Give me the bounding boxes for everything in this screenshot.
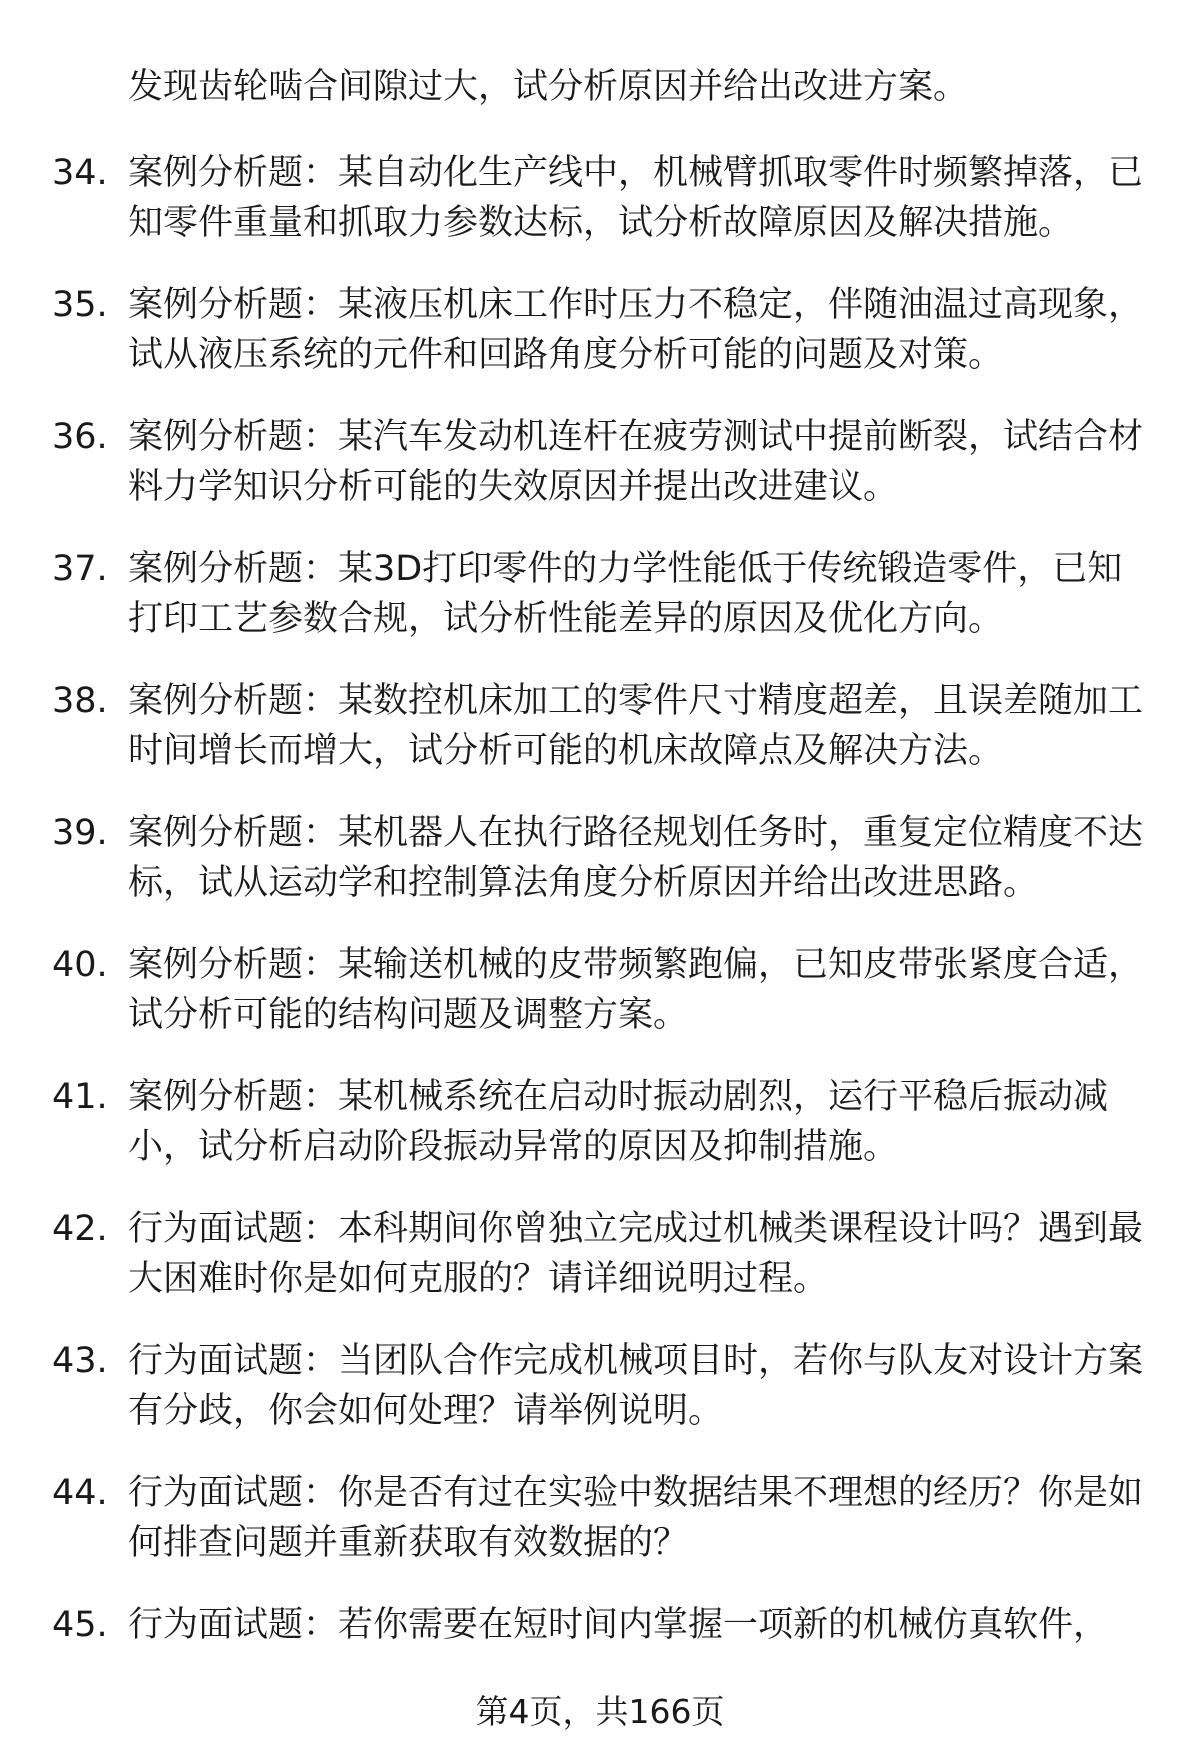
question-text: 案例分析题：某自动化生产线中，机械臂抓取零件时频繁掉落，已知零件重量和抓取力参数达标，试分析故障原因及解决措施。 [128, 153, 1144, 243]
question-text: 行为面试题：若你需要在短时间内掌握一项新的机械仿真软件， [128, 1605, 1109, 1645]
question-item [0, 280, 1200, 380]
question-number: 38. [52, 681, 108, 721]
question-number: 37. [52, 549, 108, 589]
question-item [0, 1600, 1200, 1650]
question-text: 行为面试题：当团队合作完成机械项目时，若你与队友对设计方案有分歧，你会如何处理？请举例说明。 [128, 1341, 1144, 1431]
question-number: 35. [52, 285, 108, 325]
question-item [0, 412, 1200, 512]
continuation-text: 发现齿轮啮合间隙过大，试分析原因并给出改进方案。 [128, 67, 969, 107]
question-list [0, 148, 1200, 1682]
question-item [0, 1072, 1200, 1172]
question-text: 案例分析题：某机械系统在启动时振动剧烈，运行平稳后振动减小，试分析启动阶段振动异常的原因及抑制措施。 [128, 1077, 1109, 1167]
question-text: 案例分析题：某3D打印零件的力学性能低于传统锻造零件，已知打印工艺参数合规，试分析性能差异的原因及优化方向。 [128, 549, 1123, 639]
question-number: 39. [52, 813, 108, 853]
question-text: 案例分析题：某机器人在执行路径规划任务时，重复定位精度不达标，试从运动学和控制算法角度分析原因并给出改进思路。 [128, 813, 1144, 903]
question-item [0, 544, 1200, 644]
question-number: 44. [52, 1473, 108, 1513]
question-number: 40. [52, 945, 108, 985]
question-item [0, 808, 1200, 908]
question-number: 45. [52, 1605, 108, 1645]
question-item [0, 1336, 1200, 1436]
question-number: 36. [52, 417, 108, 457]
question-text: 案例分析题：某数控机床加工的零件尺寸精度超差，且误差随加工时间增长而增大，试分析可能的机床故障点及解决方法。 [128, 681, 1144, 771]
question-item [0, 1204, 1200, 1304]
question-text: 行为面试题：本科期间你曾独立完成过机械类课程设计吗？遇到最大困难时你是如何克服的？请详细说明过程。 [128, 1209, 1144, 1299]
question-text: 行为面试题：你是否有过在实验中数据结果不理想的经历？你是如何排查问题并重新获取有效数据的？ [128, 1473, 1144, 1563]
question-text: 案例分析题：某汽车发动机连杆在疲劳测试中提前断裂，试结合材料力学知识分析可能的失效原因并提出改进建议。 [128, 417, 1144, 507]
question-text: 案例分析题：某输送机械的皮带频繁跑偏，已知皮带张紧度合适，试分析可能的结构问题及调整方案。 [128, 945, 1144, 1035]
question-number: 34. [52, 153, 108, 193]
question-item [0, 940, 1200, 1040]
question-number: 41. [52, 1077, 108, 1117]
question-number: 42. [52, 1209, 108, 1249]
question-item [0, 676, 1200, 776]
question-item [0, 148, 1200, 248]
question-item [0, 1468, 1200, 1568]
page-footer: 第4页，共166页 [475, 1692, 725, 1731]
question-number: 43. [52, 1341, 108, 1381]
question-text: 案例分析题：某液压机床工作时压力不稳定，伴随油温过高现象，试从液压系统的元件和回路角度分析可能的问题及对策。 [128, 285, 1144, 375]
